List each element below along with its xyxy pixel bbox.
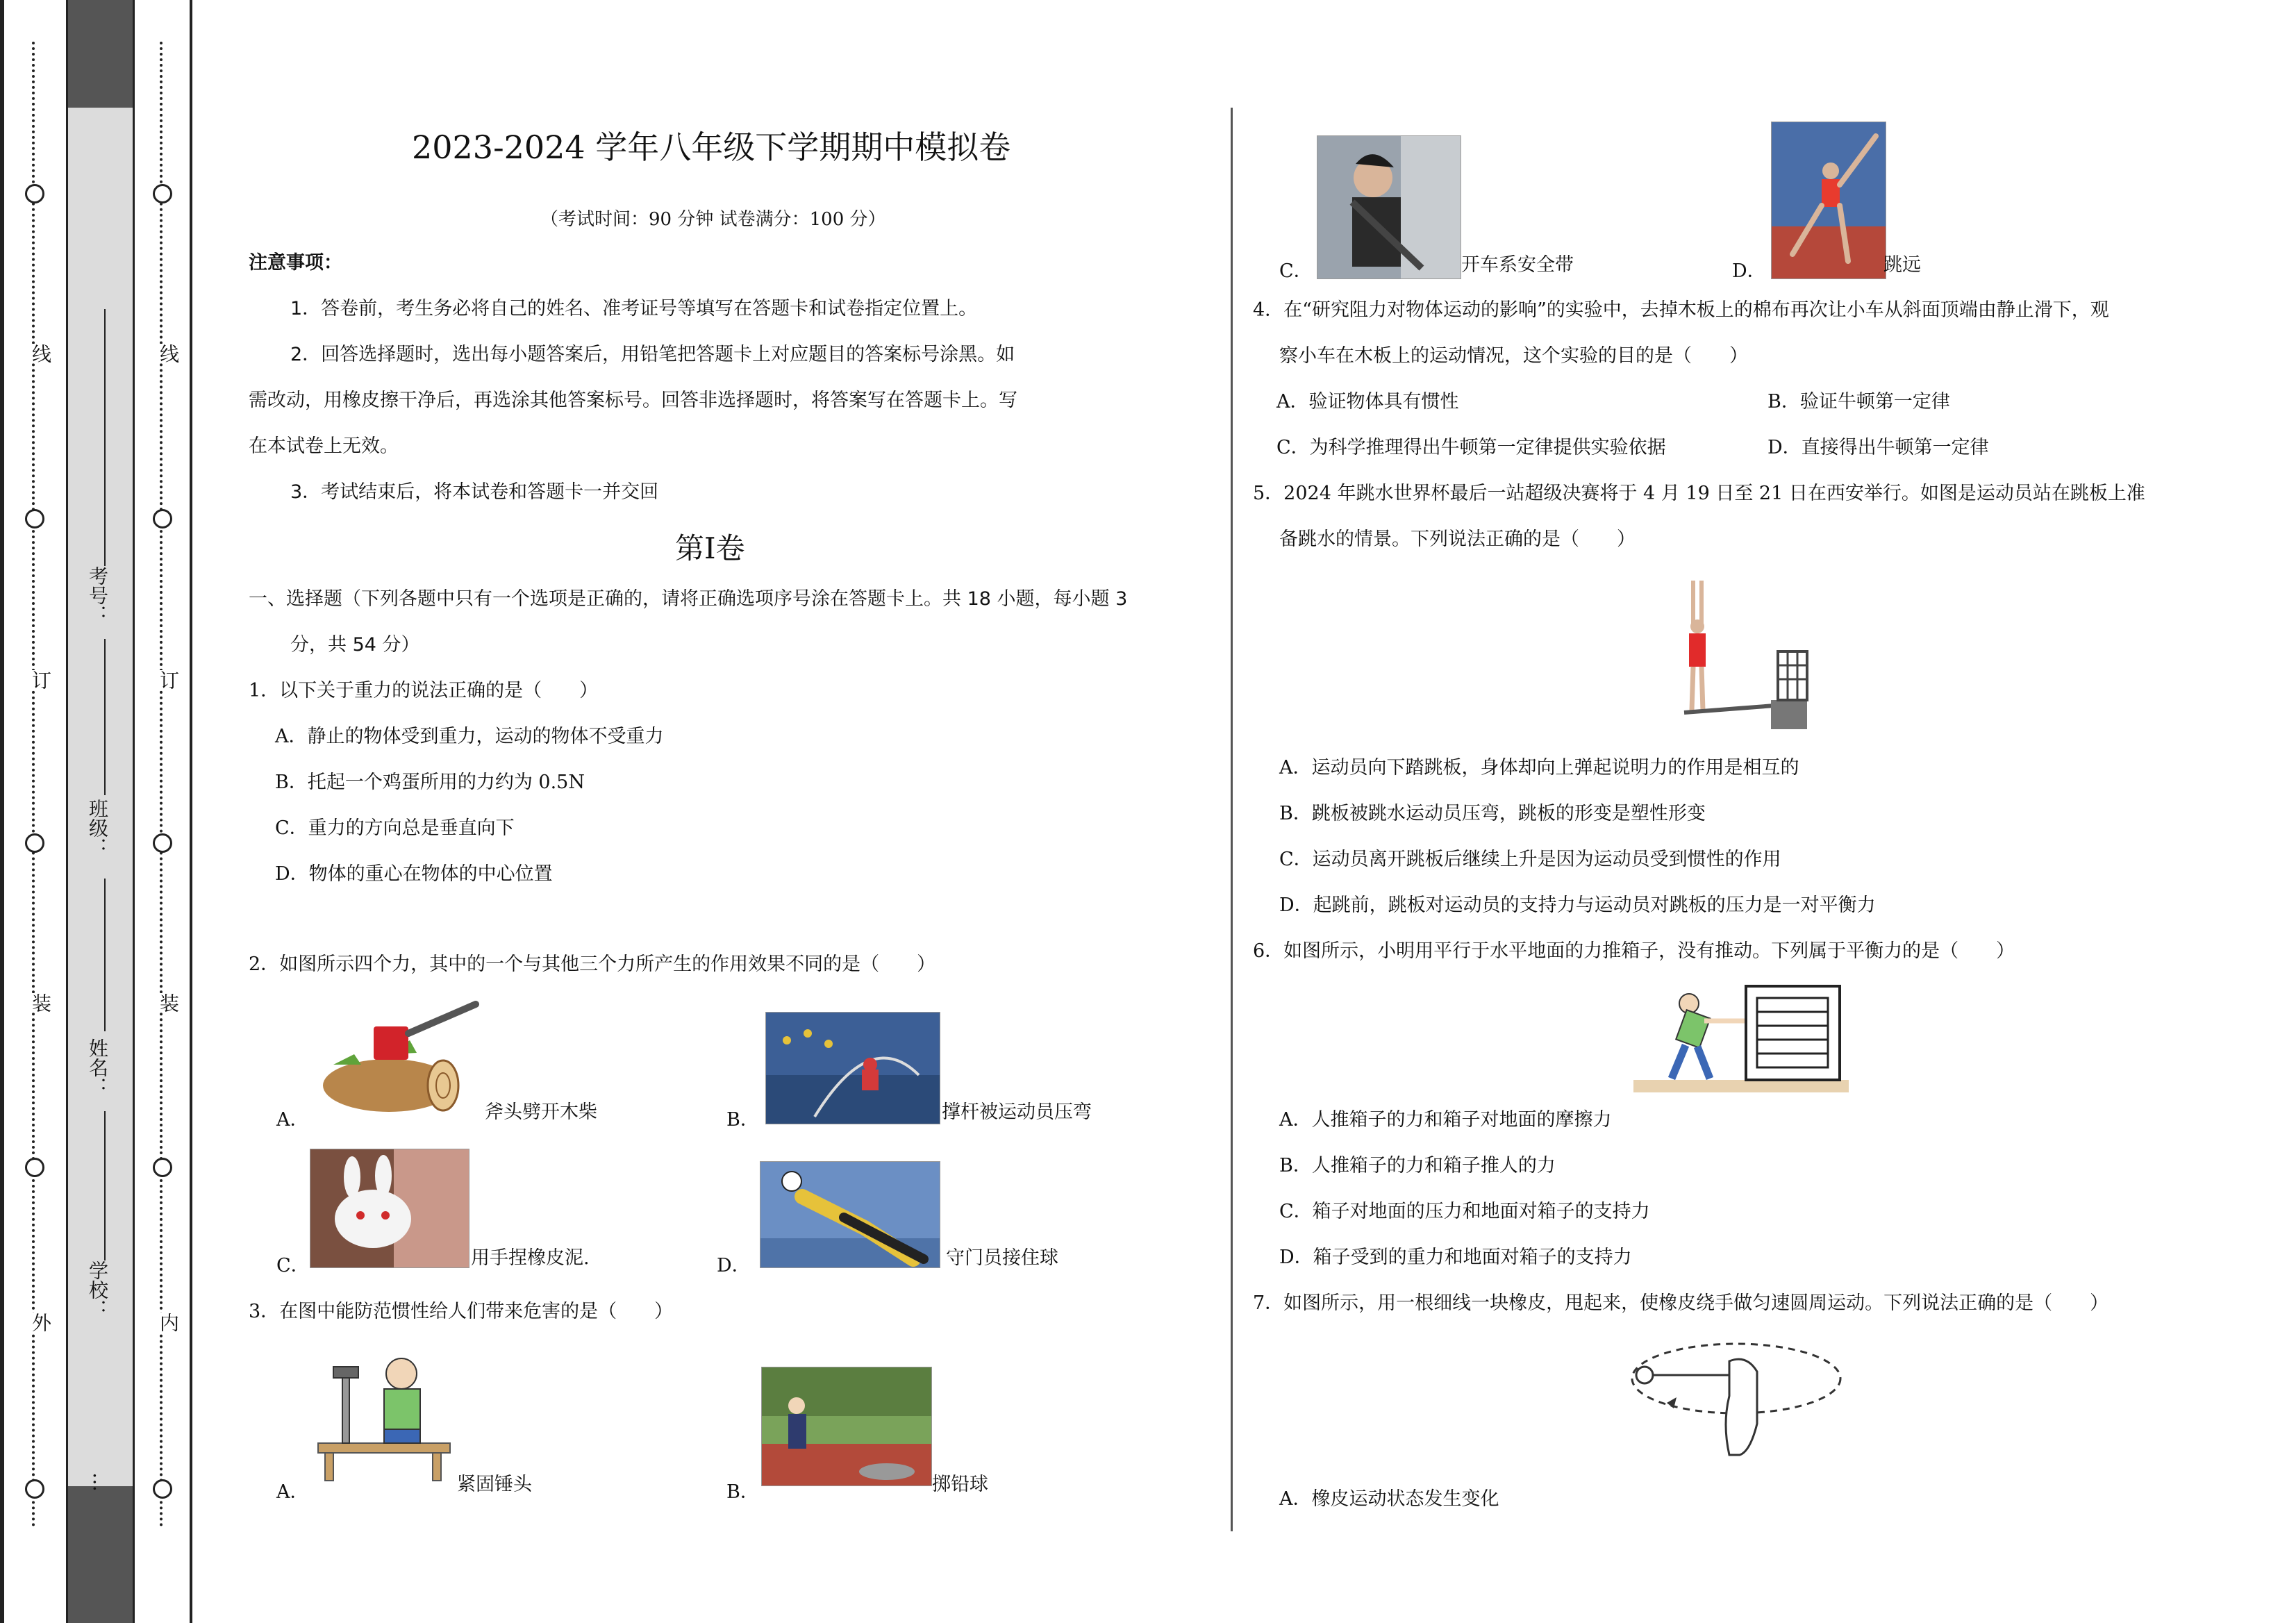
axe-chopping-wood-image <box>313 999 486 1124</box>
binding-margin <box>0 0 194 1623</box>
field-underline-2 <box>104 639 106 795</box>
q2-b-caption: 撑杆被运动员压弯 <box>942 1101 1092 1123</box>
notes-heading: 注意事项： <box>249 252 342 274</box>
inner-char-xian: 线 <box>154 344 182 363</box>
q3-d-caption: 跳远 <box>1883 254 1921 276</box>
q5-option-d: D．起跳前，跳板对运动员的支持力与运动员对跳板的压力是一对平衡力 <box>1279 894 1876 916</box>
shot-put-image <box>761 1367 932 1486</box>
q2-a-caption: 斧头劈开木柴 <box>485 1101 597 1123</box>
q1-stem: 1．以下关于重力的说法正确的是（ ） <box>249 680 599 701</box>
column-divider <box>1231 108 1233 1531</box>
margin-edge-left <box>0 0 4 1623</box>
q6-option-d: D．箱子受到的重力和地面对箱子的支持力 <box>1279 1247 1632 1268</box>
q4-option-a: A．验证物体具有惯性 <box>1276 391 1459 413</box>
q5-stem-line1: 5．2024 年跳水世界杯最后一站超级决赛将于 4 月 19 日至 21 日在西安举行。如图是运动员站在跳板上准 <box>1253 483 2145 504</box>
diving-board-image <box>1653 575 1820 738</box>
field-underline-3 <box>104 879 106 1031</box>
q1-option-d: D．物体的重心在物体的中心位置 <box>275 863 553 885</box>
q4-stem-line2: 察小车在木板上的运动情况，这个实验的目的是（ ） <box>1279 345 1748 367</box>
q3-stem: 3．在图中能防范惯性给人们带来危害的是（ ） <box>249 1301 674 1322</box>
q1-option-a: A．静止的物体受到重力，运动的物体不受重力 <box>275 726 664 747</box>
field-xingming: 姓名： <box>86 1038 109 1097</box>
exam-info: （考试时间：90 分钟 试卷满分：100 分） <box>540 209 886 230</box>
q6-option-a: A．人推箱子的力和箱子对地面的摩擦力 <box>1279 1109 1612 1131</box>
outer-circle-4 <box>25 1158 44 1177</box>
outer-char-ding: 订 <box>26 670 54 690</box>
q2-c-caption: 用手捏橡皮泥. <box>471 1247 590 1269</box>
outer-char-xian: 线 <box>26 344 54 363</box>
q7-stem: 7．如图所示，用一根细线一块橡皮，甩起来，使橡皮绕手做匀速圆周运动。下列说法正确的是（ ） <box>1253 1292 2109 1314</box>
q4-option-b: B．验证牛顿第一定律 <box>1767 391 1950 413</box>
note-2-line1: 2．回答选择题时，选出每小题答案后，用铅笔把答题卡上对应题目的答案标号涂黑。如 <box>290 344 1015 365</box>
note-2-line3: 在本试卷上无效。 <box>249 435 399 457</box>
q2-d-letter: D． <box>717 1255 751 1276</box>
field-underline-1 <box>104 309 106 566</box>
field-xuexiao: 学校： <box>86 1260 109 1319</box>
outer-char-zhuang: 装 <box>26 993 54 1013</box>
circular-motion-image <box>1625 1333 1847 1472</box>
q3-a-caption: 紧固锤头 <box>457 1474 532 1495</box>
band-bottom-dark <box>66 1486 135 1623</box>
band-top-dark <box>66 0 135 108</box>
q5-option-b: B．跳板被跳水运动员压弯，跳板的形变是塑性形变 <box>1279 803 1706 824</box>
seatbelt-image <box>1317 135 1461 279</box>
section-heading-line1: 一、选择题（下列各题中只有一个选项是正确的，请将正确选项序号涂在答题卡上。共 18 小题，每小题 3 <box>249 588 1128 610</box>
outer-circle-1 <box>25 184 44 203</box>
outer-circle-2 <box>25 509 44 528</box>
margin-edge-right <box>190 0 192 1623</box>
q2-b-letter: B． <box>726 1109 759 1131</box>
q4-stem-line1: 4．在“研究阻力对物体运动的影响”的实验中，去掉木板上的棉布再次让小车从斜面顶端由静止滑下，观 <box>1253 299 2109 321</box>
outer-dotted-line <box>32 42 35 1528</box>
note-2-line2: 需改动，用橡皮擦干净后，再选涂其他答案标号。回答非选择题时，将答案写在答题卡上。写 <box>249 390 1017 411</box>
hammer-tightening-image <box>311 1346 460 1485</box>
q3-c-caption: 开车系安全带 <box>1461 254 1574 276</box>
note-1: 1．答卷前，考生务必将自己的姓名、准考证号等填写在答题卡和试卷指定位置上。 <box>290 298 978 319</box>
q4-option-c: C．为科学推理得出牛顿第一定律提供实验依据 <box>1276 437 1666 458</box>
q6-stem: 6．如图所示，小明用平行于水平地面的力推箱子，没有推动。下列属于平衡力的是（ ） <box>1253 940 2015 962</box>
inner-dotted-line <box>160 42 163 1528</box>
inner-circle-4 <box>153 1158 172 1177</box>
q2-stem: 2．如图所示四个力，其中的一个与其他三个力所产生的作用效果不同的是（ ） <box>249 954 936 975</box>
q3-b-letter: B． <box>726 1481 759 1503</box>
outer-circle-3 <box>25 833 44 853</box>
q3-b-caption: 掷铅球 <box>932 1474 988 1495</box>
q6-option-c: C．箱子对地面的压力和地面对箱子的支持力 <box>1279 1201 1650 1222</box>
goalkeeper-image <box>760 1161 940 1268</box>
pole-vault-image <box>765 1012 940 1124</box>
inner-circle-2 <box>153 509 172 528</box>
volume-heading: 第Ⅰ卷 <box>675 531 745 565</box>
q1-option-b: B．托起一个鸡蛋所用的力约为 0.5N <box>275 772 585 793</box>
q3-d-letter: D． <box>1732 260 1766 282</box>
q3-c-letter: C． <box>1279 260 1313 282</box>
field-underline-4 <box>104 1111 106 1260</box>
field-kaohao: 考号： <box>86 566 109 624</box>
q1-option-c: C．重力的方向总是垂直向下 <box>275 817 515 839</box>
note-3: 3．考试结束后，将本试卷和答题卡一并交回 <box>290 481 659 503</box>
q5-option-c: C．运动员离开跳板后继续上升是因为运动员受到惯性的作用 <box>1279 849 1781 870</box>
inner-char-zhuang: 装 <box>154 993 182 1013</box>
outer-char-wai: 外 <box>26 1313 54 1332</box>
q2-a-letter: A． <box>276 1109 309 1131</box>
outer-circle-5 <box>25 1479 44 1499</box>
q3-a-letter: A． <box>276 1481 309 1503</box>
section-heading-line2: 分，共 54 分） <box>290 634 420 656</box>
inner-char-nei: 内 <box>154 1313 182 1332</box>
inner-circle-1 <box>153 184 172 203</box>
q4-option-d: D．直接得出牛顿第一定律 <box>1767 437 1989 458</box>
q6-option-b: B．人推箱子的力和箱子推人的力 <box>1279 1155 1556 1176</box>
q5-option-a: A．运动员向下踏跳板，身体却向上弹起说明力的作用是相互的 <box>1279 757 1799 779</box>
page-title: 2023-2024 学年八年级下学期期中模拟卷 <box>412 128 1011 166</box>
long-jump-image <box>1771 122 1886 279</box>
q5-stem-line2: 备跳水的情景。下列说法正确的是（ ） <box>1279 528 1636 550</box>
plasticine-image <box>310 1149 469 1268</box>
field-banji: 班级： <box>86 799 109 857</box>
push-box-image <box>1633 983 1849 1094</box>
inner-char-ding: 订 <box>154 670 182 690</box>
q7-option-a: A．橡皮运动状态发生变化 <box>1279 1488 1499 1510</box>
inner-circle-5 <box>153 1479 172 1499</box>
field-ellipsis: … <box>89 1472 112 1492</box>
inner-circle-3 <box>153 833 172 853</box>
q2-d-caption: 守门员接住球 <box>946 1247 1058 1269</box>
q2-c-letter: C． <box>276 1255 310 1276</box>
